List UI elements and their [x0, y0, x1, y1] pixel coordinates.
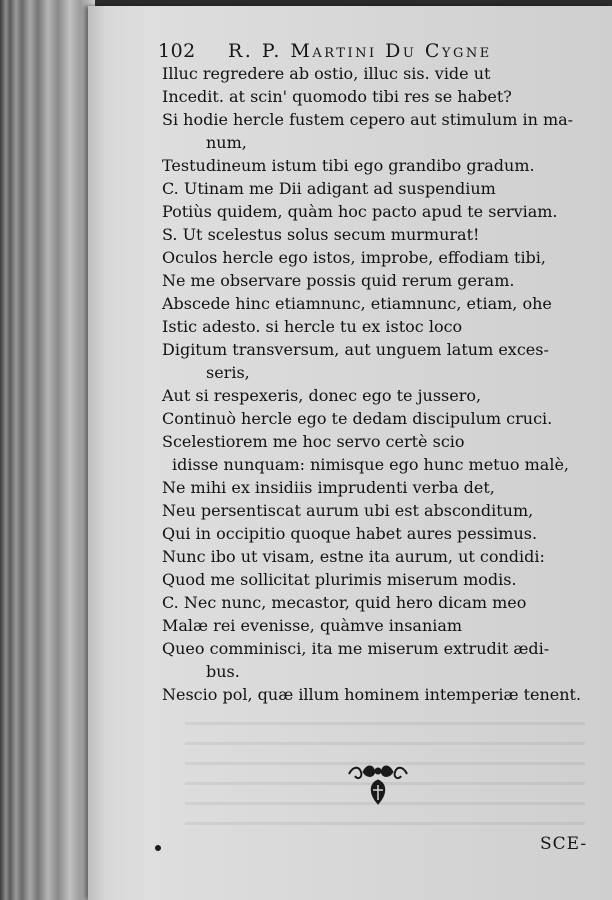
printers-ornament-icon: [345, 760, 411, 808]
page-header: [158, 40, 598, 64]
verse-line: S. Ut scelestus solus secum murmurat!: [162, 225, 480, 244]
verse-line: C. Nec nunc, mecastor, quid hero dicam meo: [162, 593, 527, 612]
verse-line: Malæ rei evenisse, quàmve insaniam: [162, 616, 463, 635]
verse-line: Istic adesto. si hercle tu ex istoc loco: [162, 317, 463, 336]
verse-line: Incedit. at scin' quomodo tibi res se habet?: [162, 87, 512, 106]
verse-line: Illuc regredere ab ostio, illuc sis. vide ut: [162, 64, 491, 83]
verse-line: Oculos hercle ego istos, improbe, effodiam tibi,: [162, 248, 546, 267]
verse-line: idisse nunquam: nimisque ego hunc metuo malè,: [172, 455, 569, 474]
book-page-edges: [0, 0, 95, 900]
verse-line: Queo comminisci, ita me miserum extrudit ædi-: [162, 639, 550, 658]
verse-line: Ne mihi ex insidiis imprudenti verba det,: [162, 478, 495, 497]
verse-text: [162, 62, 602, 706]
verse-line: Ne me observare possis quid rerum geram.: [162, 271, 515, 290]
running-head: R. P. Martini Du Cygne: [228, 40, 492, 62]
verse-line-continuation: num,: [206, 133, 247, 152]
verse-line: Potiùs quidem, quàm hoc pacto apud te serviam.: [162, 202, 558, 221]
verse-line: Abscede hinc etiamnunc, etiamnunc, etiam, ohe: [162, 294, 552, 313]
verse-line: Neu persentiscat aurum ubi est absconditum,: [162, 501, 534, 520]
verse-line: Testudineum istum tibi ego grandibo gradum.: [162, 156, 535, 175]
catchword: SCE-: [540, 834, 588, 854]
verse-line: Continuò hercle ego te dedam discipulum cruci.: [162, 409, 553, 428]
verse-line: Digitum transversum, aut unguem latum exces-: [162, 340, 549, 359]
verse-line: Aut si respexeris, donec ego te jussero,: [162, 386, 482, 405]
verse-line: Scelestiorem me hoc servo certè scio: [162, 432, 465, 451]
ink-speck: [155, 845, 161, 851]
verse-line: Qui in occipitio quoque habet aures pessimus.: [162, 524, 538, 543]
verse-line-continuation: seris,: [206, 363, 250, 382]
verse-line: Quod me sollicitat plurimis miserum modis.: [162, 570, 517, 589]
verse-line-continuation: bus.: [206, 662, 240, 681]
verse-line: Si hodie hercle fustem cepero aut stimulum in ma-: [162, 110, 574, 129]
verse-line: Nescio pol, quæ illum hominem intemperiæ tenent.: [162, 685, 582, 704]
verse-line: C. Utinam me Dii adigant ad suspendium: [162, 179, 496, 198]
page-number: 102: [158, 40, 196, 62]
verse-line: Nunc ibo ut visam, estne ita aurum, ut condidi:: [162, 547, 545, 566]
